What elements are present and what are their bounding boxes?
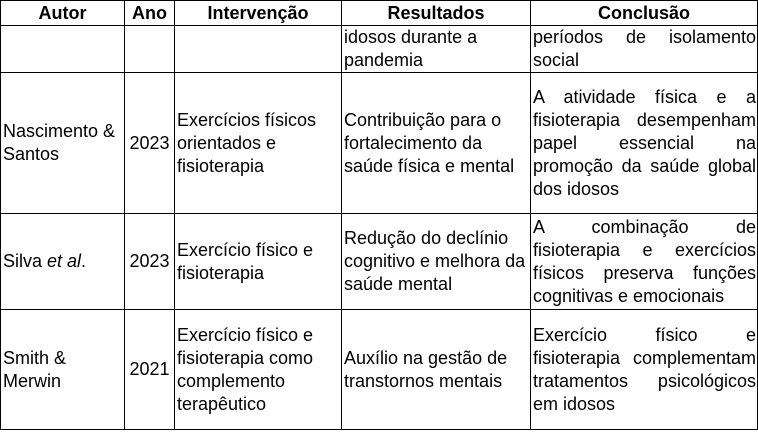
cell-ano: 2021 — [125, 310, 175, 430]
cell-ano — [125, 26, 175, 73]
cell-autor — [1, 26, 125, 73]
cell-autor — [1, 214, 125, 310]
cell-resultados: idosos durante a pandemia — [342, 26, 531, 73]
cell-resultados: Contribuição para o fortalecimento da saúde física e mental — [342, 73, 531, 214]
table-row-continuation — [1, 26, 758, 73]
table-row — [1, 214, 758, 310]
table-row — [1, 310, 758, 430]
cell-conclusao: Exercício físico e fisioterapia complementam tratamentos psicológicos em idosos — [531, 310, 758, 430]
cell-autor: Nascimento & Santos — [1, 73, 125, 214]
cell-intervencao — [175, 26, 342, 73]
cell-conclusao: períodos de isolamento social — [531, 26, 758, 73]
table-row — [1, 73, 758, 214]
author-name: Silva — [3, 251, 48, 271]
header-resultados: Resultados — [342, 1, 531, 26]
cell-resultados: Auxílio na gestão de transtornos mentais — [342, 310, 531, 430]
header-ano: Ano — [125, 1, 175, 26]
cell-intervencao: Exercício físico e fisioterapia — [175, 214, 342, 310]
header-autor: Autor — [1, 1, 125, 26]
header-row — [1, 1, 758, 26]
author-et-al: et al — [47, 251, 82, 271]
cell-conclusao: A atividade física e a fisioterapia desempenham papel essencial na promoção da saúde global dos idosos — [531, 73, 758, 214]
cell-intervencao: Exercício físico e fisioterapia como complemento terapêutico — [175, 310, 342, 430]
cell-ano: 2023 — [125, 73, 175, 214]
cell-resultados: Redução do declínio cognitivo e melhora da saúde mental — [342, 214, 531, 310]
header-conclusao: Conclusão — [531, 1, 758, 26]
cell-ano: 2023 — [125, 214, 175, 310]
header-intervencao: Intervenção — [175, 1, 342, 26]
cell-conclusao: A combinação de fisioterapia e exercícios físicos preserva funções cognitivas e emocionais — [531, 214, 758, 310]
cell-autor: Smith & Merwin — [1, 310, 125, 430]
author-period: . — [81, 251, 87, 271]
cell-intervencao: Exercícios físicos orientados e fisioterapia — [175, 73, 342, 214]
